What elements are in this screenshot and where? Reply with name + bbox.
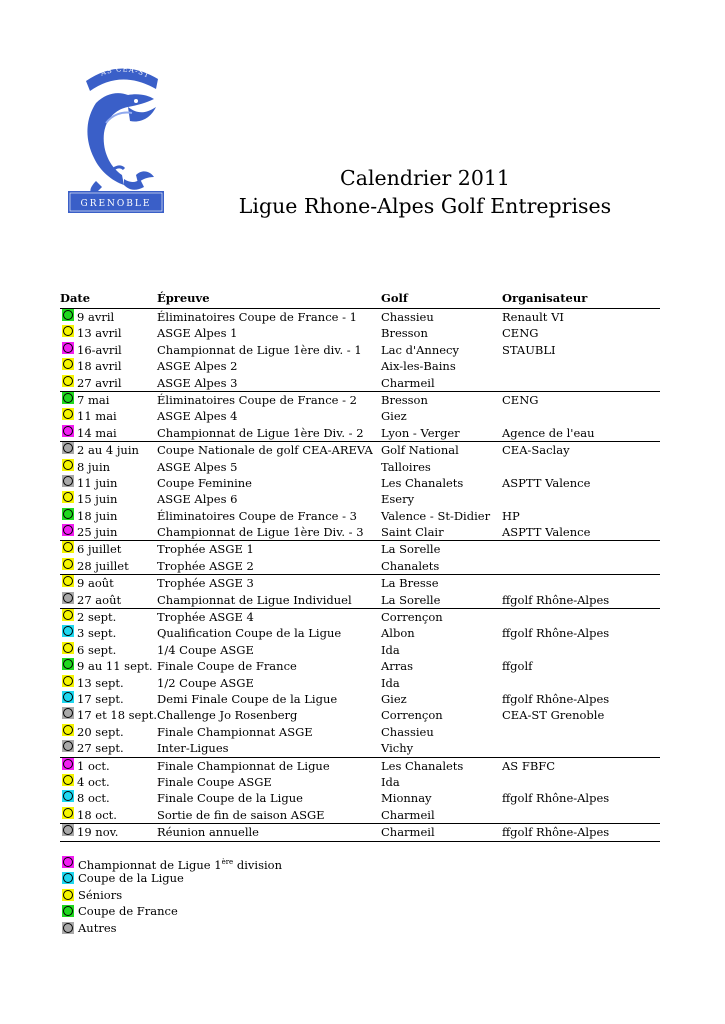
table-row: [60, 824, 660, 840]
event-golf: Vichy: [381, 741, 414, 756]
table-row: [60, 491, 660, 507]
event-date: 2 sept.: [77, 610, 117, 625]
event-date: 8 oct.: [77, 791, 110, 806]
event-date: 18 juin: [77, 508, 118, 523]
event-name: Challenge Jo Rosenberg: [157, 708, 298, 723]
event-golf: Arras: [381, 659, 414, 674]
magenta-marker-icon: [62, 758, 74, 770]
legend-label-text: Autres: [78, 920, 117, 935]
event-golf: Talloires: [381, 459, 431, 474]
event-golf: Aix-les-Bains: [381, 359, 456, 374]
legend-label-superscript: ère: [221, 858, 234, 866]
event-golf: Ida: [381, 675, 400, 690]
event-name: Trophée ASGE 1: [157, 542, 254, 557]
cyan-marker-icon: [62, 625, 74, 637]
event-date: 27 sept.: [77, 741, 124, 756]
event-name: Trophée ASGE 3: [157, 576, 254, 591]
event-golf: Les Chanalets: [381, 758, 464, 773]
event-organizer: CEA-ST Grenoble: [502, 708, 605, 723]
event-name: Qualification Coupe de la Ligue: [157, 626, 342, 641]
event-date: 13 avril: [77, 326, 122, 341]
table-row: [60, 790, 660, 806]
event-date: 6 sept.: [77, 642, 117, 657]
event-name: ASGE Alpes 5: [157, 459, 238, 474]
yellow-marker-icon: [62, 558, 74, 570]
table-row: [60, 675, 660, 691]
event-name: 1/2 Coupe ASGE: [157, 675, 254, 690]
table-row: [60, 442, 660, 458]
event-organizer: ffgolf Rhône-Alpes: [502, 626, 610, 641]
club-logo: [66, 63, 166, 215]
event-organizer: AS FBFC: [502, 758, 556, 773]
event-golf: Les Chanalets: [381, 475, 464, 490]
event-name: ASGE Alpes 4: [157, 409, 238, 424]
month-block: [60, 442, 660, 541]
yellow-marker-icon: [62, 408, 74, 420]
column-header-organisateur: Organisateur: [502, 291, 588, 305]
legend-label: [78, 903, 178, 919]
event-organizer: Renault VI: [502, 310, 564, 324]
event-name: Finale Championnat de Ligue: [157, 758, 330, 773]
event-name: 1/4 Coupe ASGE: [157, 642, 254, 657]
yellow-marker-icon: [62, 575, 74, 587]
event-date: 9 avril: [77, 310, 115, 324]
gray-marker-icon: [62, 922, 74, 934]
event-organizer: CENG: [502, 392, 539, 407]
gray-marker-icon: [62, 824, 74, 836]
month-block: [60, 609, 660, 758]
event-date: 27 août: [77, 592, 122, 607]
event-organizer: CEA-Saclay: [502, 443, 570, 458]
yellow-marker-icon: [62, 491, 74, 503]
table-row: [60, 358, 660, 374]
table-row: [60, 475, 660, 491]
event-date: 14 mai: [77, 425, 117, 440]
yellow-marker-icon: [62, 675, 74, 687]
event-golf: Charmeil: [381, 825, 435, 840]
column-header-date: Date: [60, 291, 91, 305]
cyan-marker-icon: [62, 872, 74, 884]
column-header-epreuve: Épreuve: [157, 291, 210, 305]
event-organizer: ffgolf Rhône-Alpes: [502, 825, 610, 840]
event-date: 16-avril: [77, 342, 122, 357]
event-date: 13 sept.: [77, 675, 124, 690]
table-row: [60, 558, 660, 574]
event-name: Demi Finale Coupe de la Ligue: [157, 691, 338, 706]
event-golf: Ida: [381, 642, 400, 657]
green-marker-icon: [62, 658, 74, 670]
event-name: Trophée ASGE 2: [157, 558, 254, 573]
table-header: [60, 291, 660, 309]
event-date: 11 juin: [77, 475, 118, 490]
magenta-marker-icon: [62, 425, 74, 437]
event-name: Coupe Nationale de golf CEA-AREVA: [157, 443, 373, 458]
magenta-marker-icon: [62, 342, 74, 354]
logo-top-text: AS CEA-ST: [99, 65, 152, 80]
gray-marker-icon: [62, 475, 74, 487]
magenta-marker-icon: [62, 856, 74, 868]
event-golf: Bresson: [381, 392, 428, 407]
event-date: 3 sept.: [77, 626, 117, 641]
table-row: [60, 609, 660, 625]
event-golf: Corrençon: [381, 610, 443, 625]
event-date: 9 août: [77, 576, 114, 591]
cyan-marker-icon: [62, 691, 74, 703]
yellow-marker-icon: [62, 724, 74, 736]
event-name: Éliminatoires Coupe de France - 2: [157, 392, 357, 407]
legend-label: [78, 870, 184, 886]
event-organizer: ffgolf Rhône-Alpes: [502, 691, 610, 706]
cyan-marker-icon: [62, 790, 74, 802]
event-name: Championnat de Ligue 1ère Div. - 3: [157, 525, 364, 540]
table-row: [60, 707, 660, 723]
event-date: 2 au 4 juin: [77, 443, 139, 458]
table-row: [60, 642, 660, 658]
event-organizer: CENG: [502, 326, 539, 341]
event-organizer: STAUBLI: [502, 342, 556, 357]
gray-marker-icon: [62, 707, 74, 719]
event-date: 25 juin: [77, 525, 118, 540]
table-row: [60, 392, 660, 408]
month-block: [60, 541, 660, 575]
event-golf: La Sorelle: [381, 592, 441, 607]
event-golf: Esery: [381, 492, 415, 507]
event-date: 28 juillet: [77, 558, 129, 573]
event-golf: Albon: [381, 626, 415, 641]
event-golf: Charmeil: [381, 375, 435, 390]
event-organizer: ffgolf Rhône-Alpes: [502, 791, 610, 806]
month-block: [60, 392, 660, 442]
yellow-marker-icon: [62, 642, 74, 654]
event-golf: La Bresse: [381, 576, 439, 591]
event-golf: Chassieu: [381, 724, 434, 739]
yellow-marker-icon: [62, 358, 74, 370]
yellow-marker-icon: [62, 774, 74, 786]
event-date: 1 oct.: [77, 758, 110, 773]
green-marker-icon: [62, 508, 74, 520]
event-golf: La Sorelle: [381, 542, 441, 557]
table-row: [60, 592, 660, 608]
event-name: Sortie de fin de saison ASGE: [157, 807, 325, 822]
yellow-marker-icon: [62, 325, 74, 337]
event-golf: Chanalets: [381, 558, 440, 573]
event-name: Championnat de Ligue Individuel: [157, 592, 352, 607]
event-golf: Ida: [381, 774, 400, 789]
legend-label-text: Séniors: [78, 887, 123, 902]
legend-label-text: Coupe de la Ligue: [78, 871, 184, 886]
magenta-marker-icon: [62, 524, 74, 536]
event-date: 6 juillet: [77, 542, 122, 557]
event-name: ASGE Alpes 2: [157, 359, 238, 374]
yellow-marker-icon: [62, 889, 74, 901]
table-row: [60, 342, 660, 358]
table-row: [60, 658, 660, 674]
event-date: 15 juin: [77, 492, 118, 507]
event-golf: Giez: [381, 409, 407, 424]
legend-label: [78, 920, 117, 936]
event-date: 8 juin: [77, 459, 111, 474]
calendar-body: [60, 309, 660, 842]
table-row: [60, 758, 660, 774]
event-name: Coupe Feminine: [157, 475, 252, 490]
event-name: ASGE Alpes 1: [157, 326, 238, 341]
event-date: 7 mai: [77, 392, 110, 407]
table-row: [60, 524, 660, 540]
event-name: Finale Championnat ASGE: [157, 724, 313, 739]
green-marker-icon: [62, 309, 74, 321]
table-row: [60, 375, 660, 391]
month-block: [60, 309, 660, 392]
event-golf: Saint Clair: [381, 525, 444, 540]
legend-label: [78, 887, 122, 903]
yellow-marker-icon: [62, 541, 74, 553]
event-golf: Corrençon: [381, 708, 443, 723]
event-organizer: ASPTT Valence: [502, 475, 591, 490]
event-name: Trophée ASGE 4: [157, 610, 254, 625]
yellow-marker-icon: [62, 375, 74, 387]
event-name: Finale Coupe de la Ligue: [157, 791, 303, 806]
table-row: [60, 740, 660, 756]
event-date: 17 et 18 sept.: [77, 708, 158, 723]
event-golf: Chassieu: [381, 310, 434, 324]
table-row: [60, 309, 660, 325]
event-golf: Mionnay: [381, 791, 432, 806]
green-marker-icon: [62, 392, 74, 404]
event-name: Inter-Ligues: [157, 741, 229, 756]
event-date: 18 avril: [77, 359, 122, 374]
legend-label-text: Championnat de Ligue 1: [78, 858, 222, 872]
event-date: 9 au 11 sept.: [77, 659, 153, 674]
calendar-table: [60, 291, 660, 842]
table-row: [60, 325, 660, 341]
event-name: ASGE Alpes 6: [157, 492, 238, 507]
column-header-golf: Golf: [381, 291, 408, 305]
event-organizer: ASPTT Valence: [502, 525, 591, 540]
event-golf: Lyon - Verger: [381, 425, 460, 440]
table-row: [60, 774, 660, 790]
month-block: [60, 758, 660, 825]
event-date: 17 sept.: [77, 691, 124, 706]
event-name: Finale Coupe de France: [157, 659, 297, 674]
page-subtitle: Ligue Rhone-Alpes Golf Entreprises: [238, 194, 612, 218]
gray-marker-icon: [62, 442, 74, 454]
event-name: Réunion annuelle: [157, 825, 259, 840]
table-row: [60, 508, 660, 524]
gray-marker-icon: [62, 740, 74, 752]
legend-label-text: Coupe de France: [78, 904, 178, 919]
yellow-marker-icon: [62, 609, 74, 621]
table-row: [60, 541, 660, 557]
gray-marker-icon: [62, 592, 74, 604]
event-date: 18 oct.: [77, 807, 117, 822]
event-golf: Giez: [381, 691, 407, 706]
logo-bottom-text: GRENOBLE: [80, 199, 152, 209]
yellow-marker-icon: [62, 807, 74, 819]
month-block: [60, 824, 660, 841]
event-organizer: HP: [502, 508, 520, 523]
event-organizer: Agence de l'eau: [502, 425, 595, 440]
event-organizer: ffgolf: [502, 659, 533, 674]
event-golf: Valence - St-Didier: [381, 508, 491, 523]
page-title: Calendrier 2011: [340, 166, 510, 190]
event-name: Éliminatoires Coupe de France - 3: [157, 508, 357, 523]
event-date: 19 nov.: [77, 825, 119, 840]
table-row: [60, 807, 660, 823]
table-row: [60, 408, 660, 424]
event-date: 27 avril: [77, 375, 122, 390]
event-golf: Lac d'Annecy: [381, 342, 459, 357]
event-name: ASGE Alpes 3: [157, 375, 238, 390]
event-name: Éliminatoires Coupe de France - 1: [157, 310, 357, 324]
event-organizer: ffgolf Rhône-Alpes: [502, 592, 610, 607]
green-marker-icon: [62, 905, 74, 917]
table-row: [60, 575, 660, 591]
event-golf: Golf National: [381, 443, 459, 458]
dolphin-logo-icon: [66, 63, 166, 215]
event-name: Finale Coupe ASGE: [157, 774, 272, 789]
table-row: [60, 691, 660, 707]
event-date: 4 oct.: [77, 774, 110, 789]
event-date: 11 mai: [77, 409, 117, 424]
legend-label-suffix: division: [233, 858, 282, 872]
event-golf: Bresson: [381, 326, 428, 341]
table-row: [60, 425, 660, 441]
event-name: Championnat de Ligue 1ère div. - 1: [157, 342, 362, 357]
event-name: Championnat de Ligue 1ère Div. - 2: [157, 425, 364, 440]
yellow-marker-icon: [62, 459, 74, 471]
table-row: [60, 459, 660, 475]
table-row: [60, 724, 660, 740]
event-date: 20 sept.: [77, 724, 124, 739]
event-golf: Charmeil: [381, 807, 435, 822]
month-block: [60, 575, 660, 609]
table-row: [60, 625, 660, 641]
